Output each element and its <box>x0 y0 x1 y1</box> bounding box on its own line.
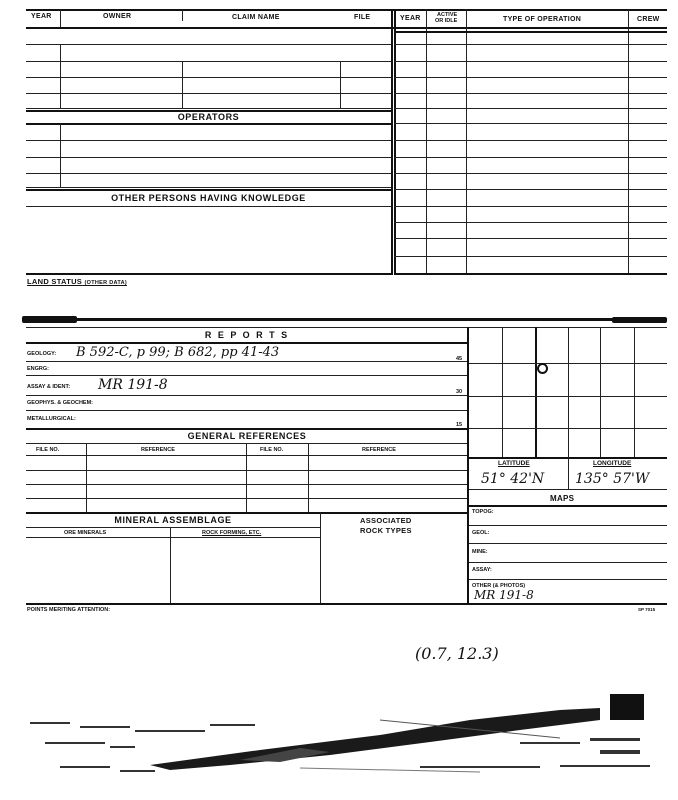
geophys-label: GEOPHYS. & GEOCHEM: <box>27 400 94 406</box>
general-references-title: GENERAL REFERENCES <box>187 431 307 441</box>
geology-label: GEOLOGY: <box>27 351 57 357</box>
ref-col-reference-1: REFERENCE <box>141 447 175 453</box>
rock-forming-label: ROCK FORMING, ETC. <box>202 530 262 536</box>
latitude-label: LATITUDE <box>498 460 530 467</box>
associated-rock-types-1: ASSOCIATED <box>360 516 412 525</box>
side-number-45: 45 <box>456 356 463 362</box>
land-status-label: LAND STATUS (OTHER DATA) <box>27 277 127 286</box>
form-code: SP 7015 <box>638 607 656 612</box>
header-owner: OWNER <box>103 13 132 20</box>
associated-rock-types-2: ROCK TYPES <box>360 526 412 535</box>
location-marker <box>537 363 548 374</box>
reports-title: R E P O R T S <box>204 330 290 340</box>
ref-col-file-no-1: FILE NO. <box>36 447 60 453</box>
longitude-label: LONGITUDE <box>593 460 632 467</box>
scan-artifact <box>0 680 678 790</box>
header-or-idle: OR IDLE <box>435 18 458 24</box>
assay-label: ASSAY & IDENT: <box>27 384 71 390</box>
land-status-sub: (OTHER DATA) <box>84 280 127 286</box>
maps-title: MAPS <box>550 494 575 503</box>
operators-title: OPERATORS <box>177 112 240 122</box>
assay-value: MR 191-8 <box>98 377 168 393</box>
handwritten-coordinates: (0.7, 12.3) <box>415 644 499 663</box>
maps-mine-label: MINE: <box>472 549 488 555</box>
geology-value: B 592-C, p 99; B 682, pp 41-43 <box>76 345 280 360</box>
metallurgical-label: METALLURGICAL: <box>27 416 76 422</box>
mineral-assemblage-title: MINERAL ASSEMBLAGE <box>114 515 232 525</box>
header-file: FILE <box>354 14 371 21</box>
header-type-of-operation: TYPE OF OPERATION <box>503 16 582 23</box>
latitude-value: 51° 42'N <box>481 471 545 487</box>
other-persons-title: OTHER PERSONS HAVING KNOWLEDGE <box>111 193 306 203</box>
ref-col-file-no-2: FILE NO. <box>260 447 284 453</box>
side-number-30: 30 <box>456 389 463 395</box>
maps-assay-label: ASSAY: <box>472 567 492 573</box>
header-claim-name: CLAIM NAME <box>232 14 280 21</box>
ore-minerals-label: ORE MINERALS <box>64 530 107 536</box>
longitude-value: 135° 57'W <box>575 471 650 487</box>
maps-other-value: MR 191-8 <box>474 588 534 602</box>
maps-geol-label: GEOL: <box>472 530 490 536</box>
ref-col-reference-2: REFERENCE <box>362 447 396 453</box>
maps-other-label: OTHER (& PHOTOS) <box>472 583 526 589</box>
points-meriting-attention: POINTS MERITING ATTENTION: <box>27 607 111 613</box>
side-number-15: 15 <box>456 422 463 428</box>
header-active: ACTIVE <box>437 12 458 18</box>
engrg-label: ENGRG: <box>27 366 49 372</box>
header-crew: CREW <box>637 16 660 23</box>
header-year-2: YEAR <box>400 15 421 22</box>
header-year: YEAR <box>31 13 52 20</box>
maps-topog-label: TOPOG: <box>472 509 494 515</box>
